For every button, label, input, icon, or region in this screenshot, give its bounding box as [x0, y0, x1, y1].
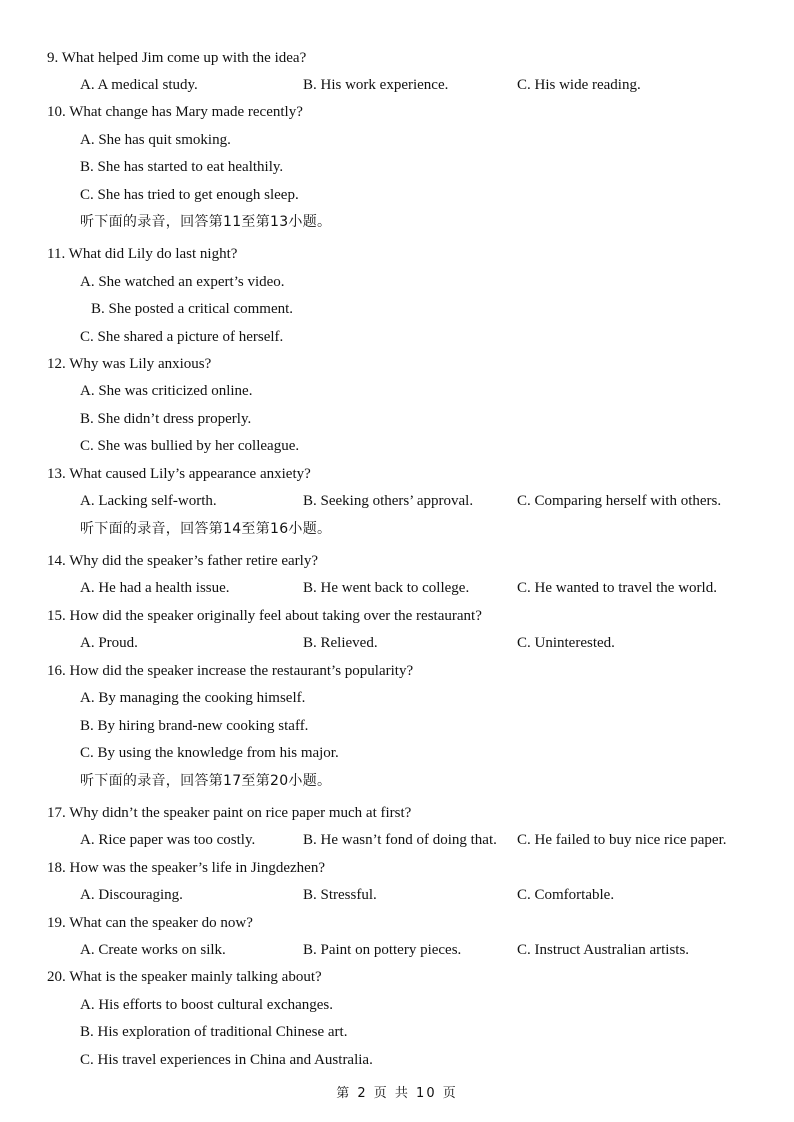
question-12-option-b: B. She didn’t dress properly.	[80, 411, 252, 427]
question-10-option-c: C. She has tried to get enough sleep.	[80, 187, 299, 203]
question-12-option-c: C. She was bullied by her colleague.	[80, 438, 300, 454]
question-19-option-c: C. Instruct Australian artists.	[517, 942, 690, 958]
page-number-footer: 第 2 页 共 10 页	[336, 1086, 458, 1101]
question-13-option-b: B. Seeking others’ approval.	[303, 493, 474, 509]
instruction-17-20: 听下面的录音，回答第17至第20小题。	[80, 773, 332, 789]
question-18-stem: 18. How was the speaker’s life in Jingdezhen?	[47, 860, 325, 876]
question-18-option-c: C. Comfortable.	[517, 887, 615, 903]
question-13-option-c: C. Comparing herself with others.	[517, 493, 722, 509]
question-17-stem: 17. Why didn’t the speaker paint on rice paper much at first?	[47, 805, 412, 821]
question-19-option-a: A. Create works on silk.	[80, 942, 226, 958]
question-12-option-a: A. She was criticized online.	[80, 383, 253, 399]
question-15-option-c: C. Uninterested.	[517, 635, 615, 651]
question-11-option-a: A. She watched an expert’s video.	[80, 274, 285, 290]
question-13-option-a: A. Lacking self-worth.	[80, 493, 217, 509]
question-15-option-a: A. Proud.	[80, 635, 138, 651]
question-17-option-a: A. Rice paper was too costly.	[80, 832, 256, 848]
question-16-stem: 16. How did the speaker increase the restaurant’s popularity?	[47, 663, 414, 679]
question-14-option-a: A. He had a health issue.	[80, 580, 230, 596]
question-10-option-b: B. She has started to eat healthily.	[80, 159, 284, 175]
question-20-option-c: C. His travel experiences in China and Australia.	[80, 1052, 373, 1068]
question-9-stem: 9. What helped Jim come up with the idea?	[47, 50, 307, 66]
question-18-option-b: B. Stressful.	[303, 887, 377, 903]
question-15-stem: 15. How did the speaker originally feel about taking over the restaurant?	[47, 608, 482, 624]
question-15-option-b: B. Relieved.	[303, 635, 378, 651]
question-10-option-a: A. She has quit smoking.	[80, 132, 231, 148]
question-9-option-b: B. His work experience.	[303, 77, 449, 93]
question-16-option-b: B. By hiring brand-new cooking staff.	[80, 718, 309, 734]
question-16-option-c: C. By using the knowledge from his major.	[80, 745, 339, 761]
question-20-stem: 20. What is the speaker mainly talking about?	[47, 969, 322, 985]
question-9-option-c: C. His wide reading.	[517, 77, 641, 93]
question-19-stem: 19. What can the speaker do now?	[47, 915, 253, 931]
question-9-option-a: A. A medical study.	[80, 77, 198, 93]
question-20-option-b: B. His exploration of traditional Chinese art.	[80, 1024, 348, 1040]
question-11-option-c: C. She shared a picture of herself.	[80, 329, 284, 345]
question-20-option-a: A. His efforts to boost cultural exchanges.	[80, 997, 334, 1013]
question-14-stem: 14. Why did the speaker’s father retire early?	[47, 553, 318, 569]
instruction-11-13: 听下面的录音，回答第11至第13小题。	[80, 214, 332, 230]
question-17-option-c: C. He failed to buy nice rice paper.	[517, 832, 727, 848]
question-16-option-a: A. By managing the cooking himself.	[80, 690, 306, 706]
question-10-stem: 10. What change has Mary made recently?	[47, 104, 303, 120]
question-19-option-b: B. Paint on pottery pieces.	[303, 942, 462, 958]
question-11-stem: 11. What did Lily do last night?	[47, 246, 238, 262]
question-12-stem: 12. Why was Lily anxious?	[47, 356, 212, 372]
question-13-stem: 13. What caused Lily’s appearance anxiety?	[47, 466, 311, 482]
question-14-option-b: B. He went back to college.	[303, 580, 470, 596]
question-11-option-b: B. She posted a critical comment.	[91, 301, 294, 317]
question-14-option-c: C. He wanted to travel the world.	[517, 580, 717, 596]
instruction-14-16: 听下面的录音，回答第14至第16小题。	[80, 521, 332, 537]
question-18-option-a: A. Discouraging.	[80, 887, 183, 903]
question-17-option-b: B. He wasn’t fond of doing that.	[303, 832, 497, 848]
